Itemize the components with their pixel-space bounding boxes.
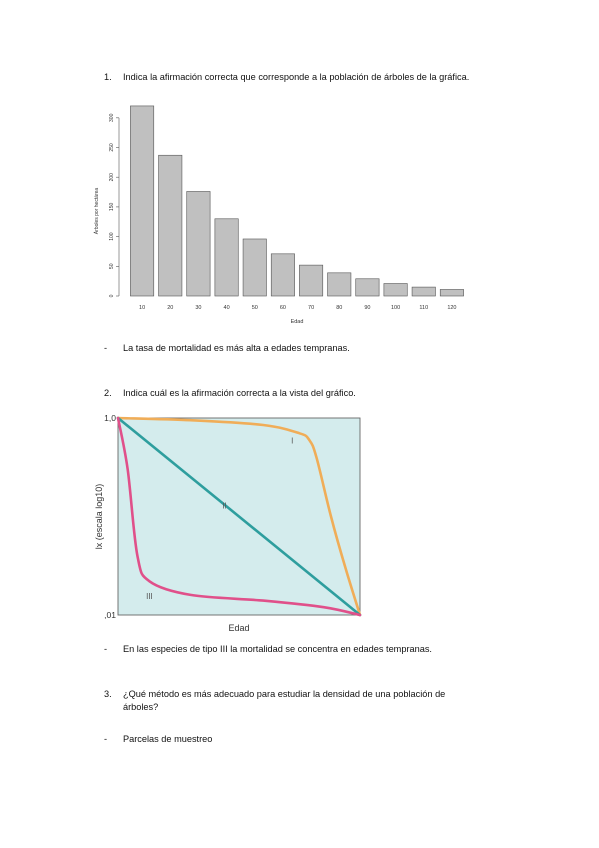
x-tick-label: 20 xyxy=(167,305,174,311)
question-2 xyxy=(104,387,356,400)
x-tick-label: 60 xyxy=(279,305,286,311)
x-tick-label: 70 xyxy=(308,305,315,311)
answer-3 xyxy=(104,733,213,746)
x-tick-label: 90 xyxy=(364,305,371,311)
y-tick-label: 300 xyxy=(109,113,115,122)
question-1 xyxy=(104,71,470,84)
bar-chart-trees-by-age xyxy=(86,96,476,331)
bar xyxy=(130,106,153,296)
x-axis-label: Edad xyxy=(228,623,250,633)
bar xyxy=(243,239,266,296)
question-number: 1. xyxy=(104,72,112,82)
answer-bullet: - xyxy=(104,644,108,654)
y-tick-label: 200 xyxy=(109,173,115,182)
x-axis-label: Edad xyxy=(290,319,304,325)
x-tick-label: 110 xyxy=(419,305,429,311)
answer-2 xyxy=(104,643,432,656)
x-tick-label: 10 xyxy=(139,305,146,311)
bar xyxy=(440,289,463,296)
y-tick-label: 100 xyxy=(109,232,115,241)
curve-label-i: I xyxy=(291,436,294,446)
curve-label-ii: II xyxy=(222,501,227,511)
bar xyxy=(271,254,294,296)
question-text: Indica la afirmación correcta que corresponde a la población de árboles de la gráfica. xyxy=(123,72,470,82)
bar xyxy=(215,219,238,296)
y-tick-label-bottom: ,01 xyxy=(104,610,116,620)
bar xyxy=(187,191,210,296)
y-axis-label: Árboles por hectárea xyxy=(94,187,100,235)
y-tick-label: 150 xyxy=(109,202,115,212)
answer-1 xyxy=(104,342,350,355)
question-number: 3. xyxy=(104,689,112,699)
bar xyxy=(159,155,182,296)
bar xyxy=(328,273,351,296)
x-tick-label: 50 xyxy=(251,305,258,311)
answer-text: En las especies de tipo III la mortalidad se concentra en edades tempranas. xyxy=(123,644,432,654)
question-number: 2. xyxy=(104,388,112,398)
bar xyxy=(412,287,435,296)
bar xyxy=(384,284,407,296)
y-tick-label-top: 1,0 xyxy=(104,413,116,423)
y-tick-label: 0 xyxy=(109,294,115,298)
answer-text: Parcelas de muestreo xyxy=(123,734,213,744)
survivorship-curve-chart xyxy=(88,404,378,634)
answer-text: La tasa de mortalidad es más alta a edades tempranas. xyxy=(123,343,350,353)
question-text: Indica cuál es la afirmación correcta a la vista del gráfico. xyxy=(123,388,356,398)
y-tick-label: 250 xyxy=(109,143,115,152)
answer-bullet: - xyxy=(104,734,108,744)
bar xyxy=(356,279,379,296)
question-3 xyxy=(104,688,483,714)
curve-label-iii: III xyxy=(146,592,153,602)
y-tick-label: 50 xyxy=(109,263,115,270)
x-tick-label: 80 xyxy=(336,305,343,311)
bar xyxy=(299,265,322,296)
x-tick-label: 30 xyxy=(195,305,202,311)
x-tick-label: 100 xyxy=(390,305,401,311)
answer-bullet: - xyxy=(104,343,108,353)
y-axis-label: lx (escala log10) xyxy=(94,483,104,550)
question-text: ¿Qué método es más adecuado para estudiar la densidad de una población de árboles? xyxy=(123,689,446,712)
x-tick-label: 120 xyxy=(447,305,457,311)
x-tick-label: 40 xyxy=(223,305,230,311)
